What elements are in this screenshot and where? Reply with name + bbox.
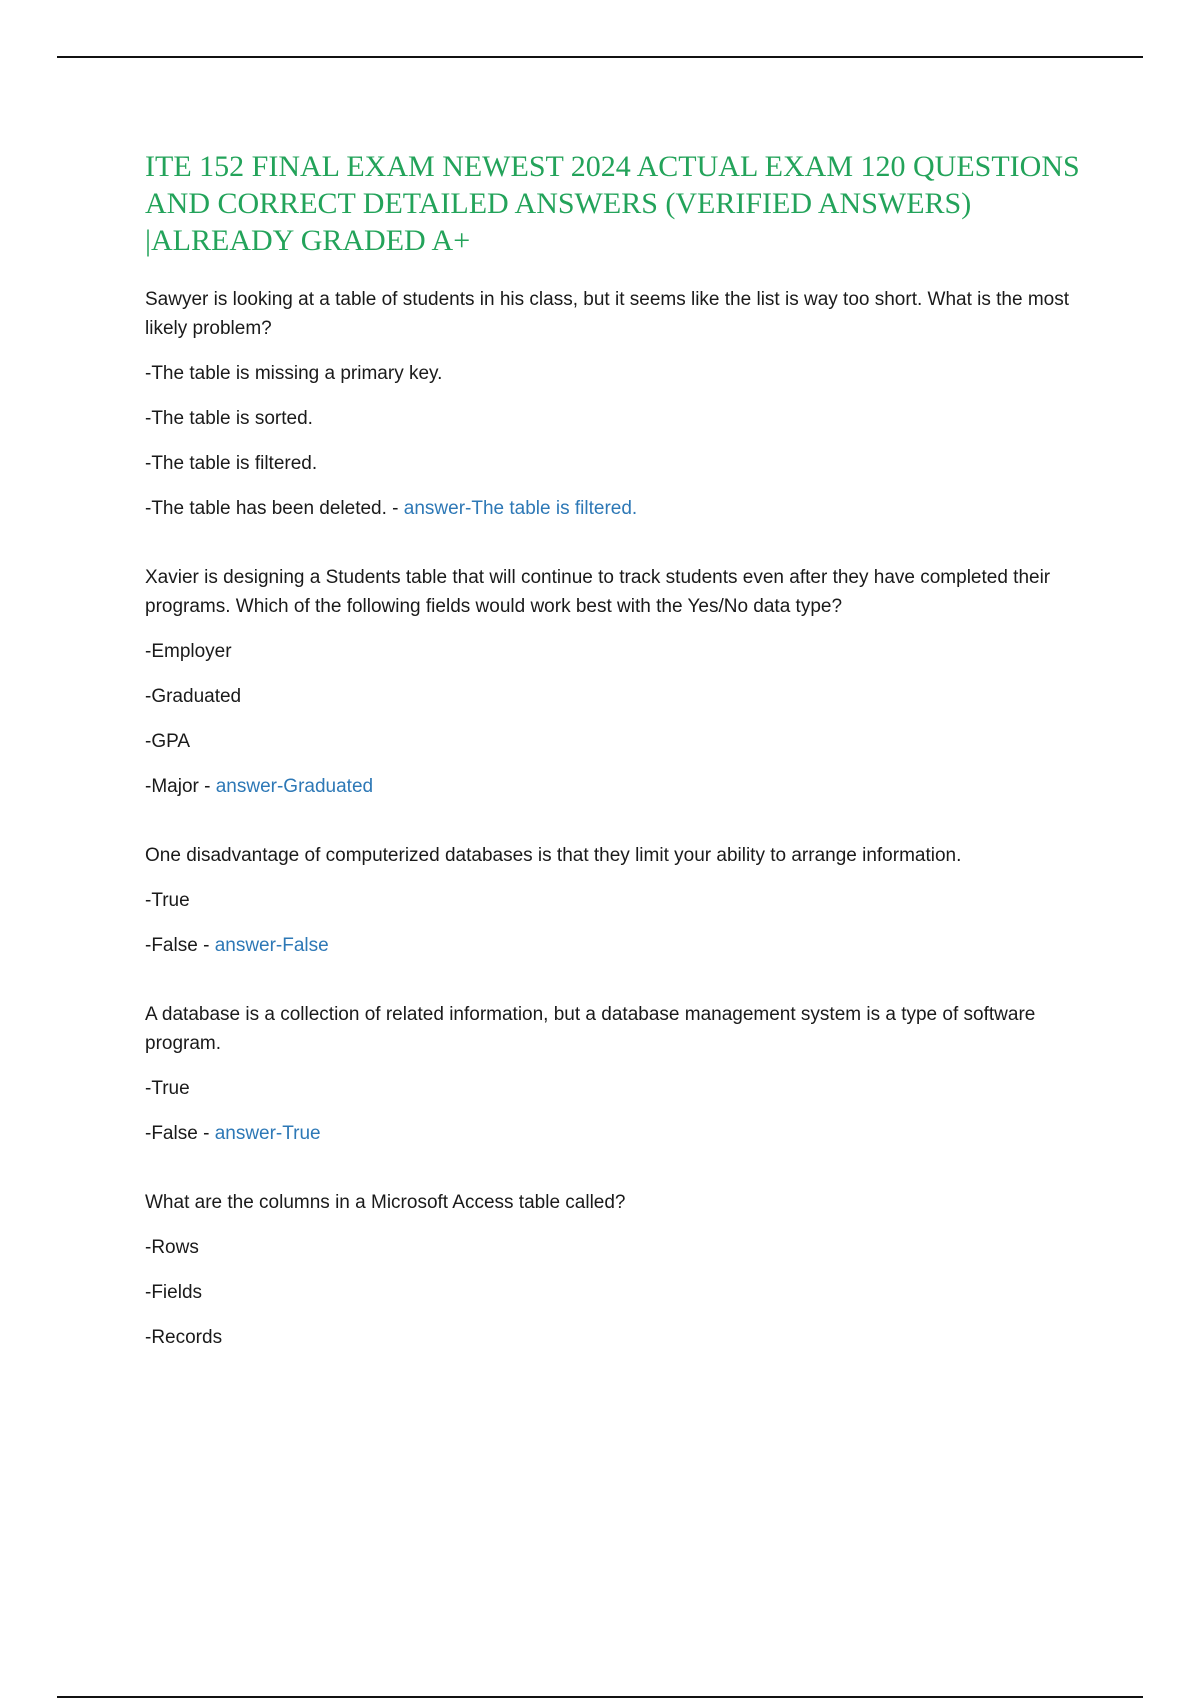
bottom-rule <box>57 1696 1143 1698</box>
option-with-answer <box>145 772 1105 801</box>
question-3 <box>145 841 1105 960</box>
option-with-answer <box>145 1119 1105 1148</box>
question-text: Xavier is designing a Students table that will continue to track students even after they have completed their programs. Which of the following fields would work best with the Yes/No data type? <box>145 567 1051 617</box>
answer-text: answer-False <box>214 935 329 956</box>
option: -Records <box>145 1327 223 1348</box>
option-text: -Major - <box>145 776 216 797</box>
option: -True <box>145 890 190 911</box>
document-body <box>145 148 1105 1392</box>
option-text: -False - <box>145 935 215 956</box>
option-with-answer <box>145 494 1105 523</box>
option: -The table is missing a primary key. <box>145 363 443 384</box>
answer-text: answer-Graduated <box>215 776 374 797</box>
question-5 <box>145 1188 1105 1352</box>
document-title: ITE 152 FINAL EXAM NEWEST 2024 ACTUAL EXAM 120 QUESTIONS AND CORRECT DETAILED ANSWERS (VERIFIED ANSWERS) |ALREADY GRADED A+ <box>145 150 1080 257</box>
question-text: Sawyer is looking at a table of students in his class, but it seems like the list is way too short. What is the most likely problem? <box>145 289 1070 339</box>
answer-text: answer-The table is filtered. <box>403 498 638 519</box>
question-1 <box>145 285 1105 523</box>
option: -Fields <box>145 1282 203 1303</box>
option-text: -The table has been deleted. - <box>145 498 404 519</box>
option-text: -False - <box>145 1123 215 1144</box>
question-text: One disadvantage of computerized databases is that they limit your ability to arrange information. <box>145 845 962 866</box>
option: -Graduated <box>145 686 242 707</box>
question-4 <box>145 1000 1105 1148</box>
option: -The table is sorted. <box>145 408 313 429</box>
option: -Employer <box>145 641 232 662</box>
question-2 <box>145 563 1105 801</box>
option: -True <box>145 1078 190 1099</box>
option: -GPA <box>145 731 191 752</box>
option-with-answer <box>145 931 1105 960</box>
option: -Rows <box>145 1237 199 1258</box>
answer-text: answer-True <box>214 1123 321 1144</box>
question-text: A database is a collection of related information, but a database management system is a type of software program. <box>145 1004 1036 1054</box>
option: -The table is filtered. <box>145 453 318 474</box>
top-rule <box>57 56 1143 58</box>
question-text: What are the columns in a Microsoft Access table called? <box>145 1192 626 1213</box>
